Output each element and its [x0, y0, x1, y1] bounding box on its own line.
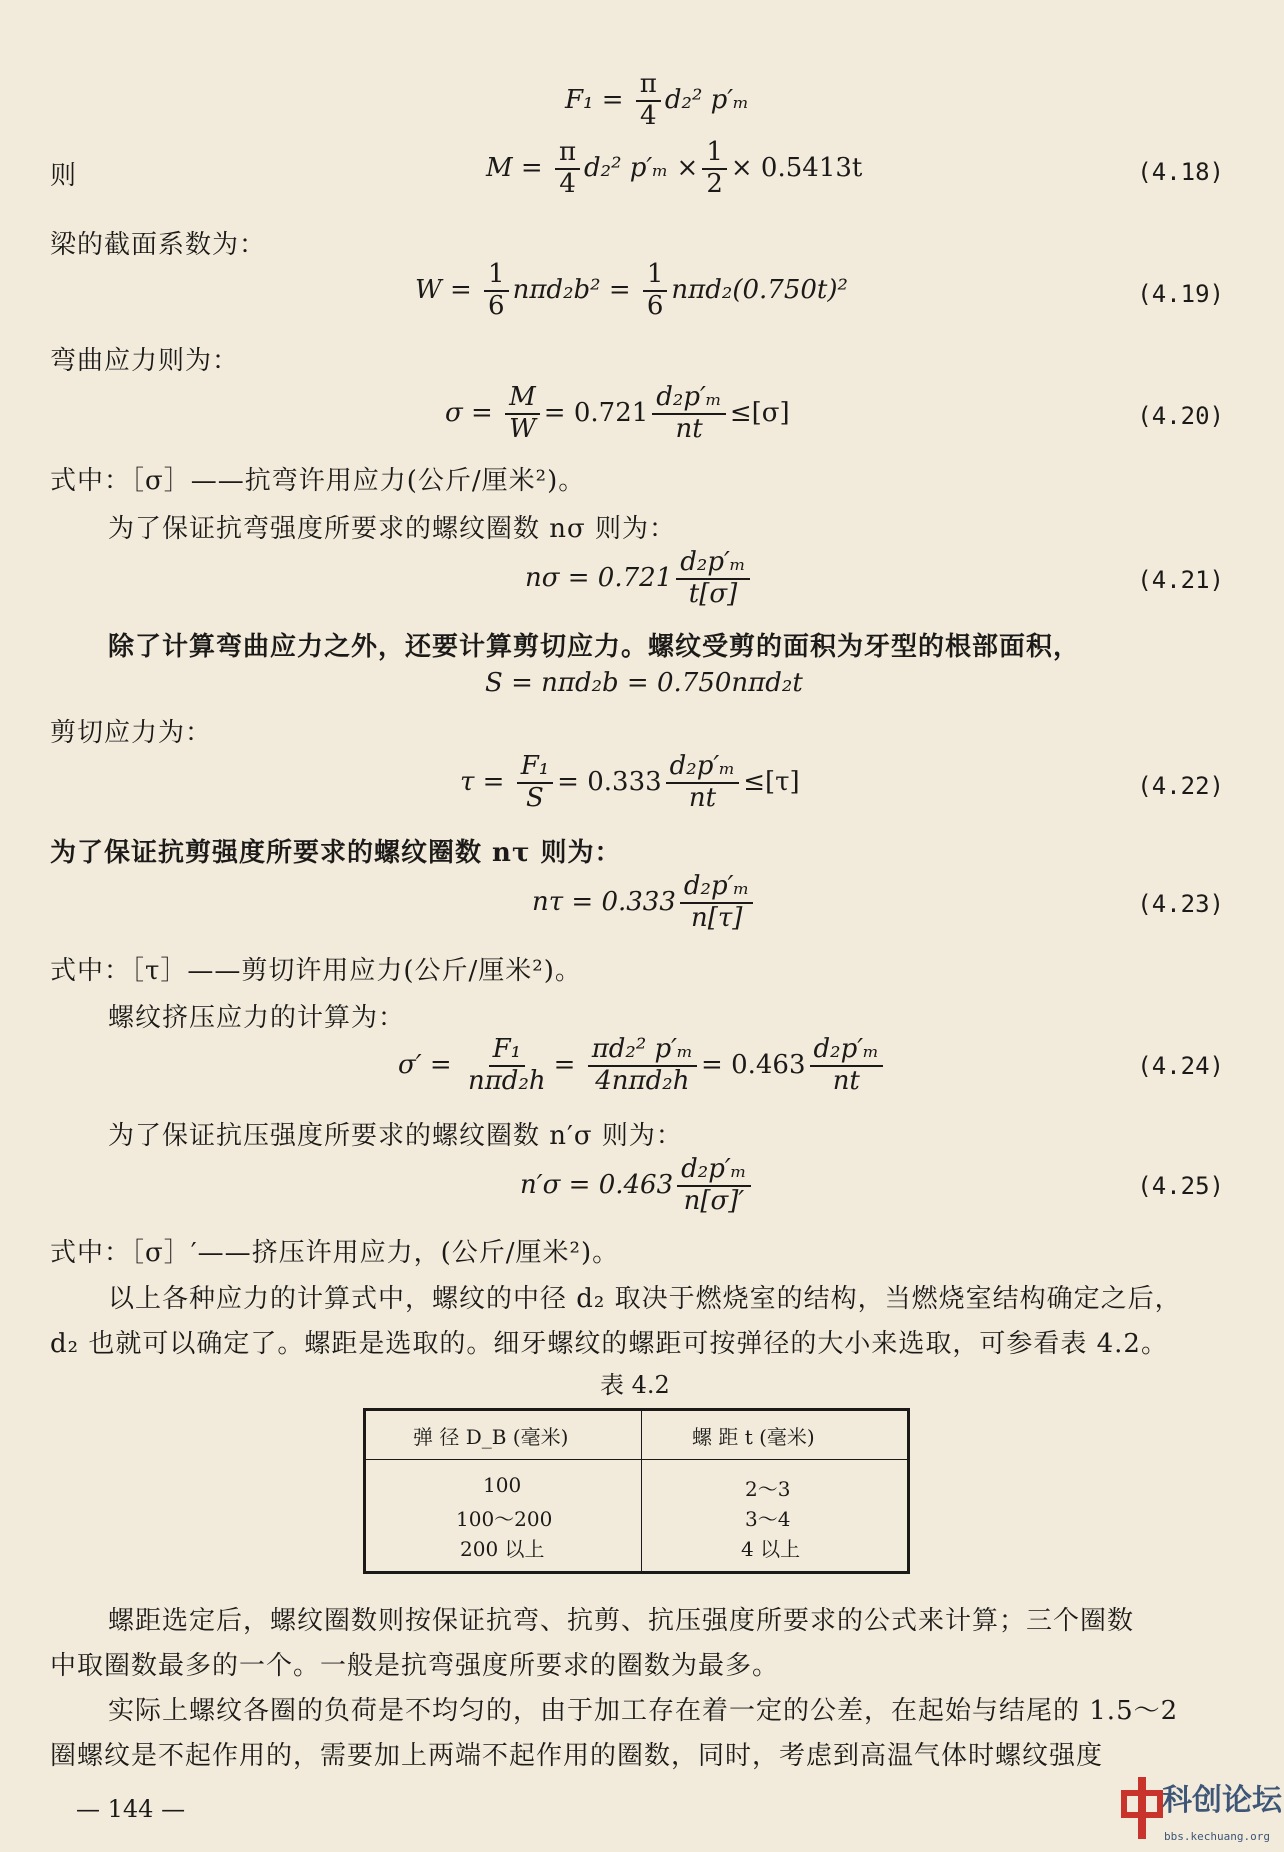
watermark-title: 科创论坛	[1162, 1783, 1282, 1818]
equation-4-20: σ = $\frac{M}{W}$ = 0.721 $\frac{\text{d₂p′ₘ}}{nt}$ ≤[σ]	[445, 382, 790, 444]
equation-4-21: nσ = 0.721 $\frac{\text{d₂p′ₘ}}{t[\sigma]}$	[525, 548, 754, 610]
shear-stress-text: 剪切应力为：	[50, 718, 213, 748]
equation-number-4-18: (4.18)	[1137, 158, 1224, 186]
ensure-bending-text: 为了保证抗弯强度所要求的螺纹圈数 nσ 则为：	[108, 514, 677, 544]
table-cell: 3～4	[745, 1507, 791, 1531]
equation-4-18: M = $\frac{\pi}{4}$ d₂² p′ₘ × $\frac{1}{2}$ × 0.5413t	[486, 137, 863, 199]
page-number: — 144 —	[76, 1795, 186, 1823]
equation-4-25: n′σ = 0.463 $\frac{\text{d₂p′ₘ}}{n[\sigma]'}$	[520, 1155, 755, 1217]
equation-number-4-22: (4.22)	[1137, 772, 1224, 800]
bending-stress-text: 弯曲应力则为：	[50, 346, 240, 376]
watermark-url: bbs.kechuang.org	[1164, 1830, 1270, 1843]
equation-number-4-23: (4.23)	[1137, 890, 1224, 918]
equation-number-4-24: (4.24)	[1137, 1052, 1224, 1080]
then-label: 则	[50, 161, 78, 191]
where-bearing-text: 式中：［σ］′——挤压许用应力，(公斤/厘米²)。	[50, 1238, 620, 1268]
watermark-logo-icon	[1120, 1775, 1164, 1841]
equation-number-4-21: (4.21)	[1137, 566, 1224, 594]
para1-line1: 以上各种应力的计算式中，螺纹的中径 d₂ 取决于燃烧室的结构，当燃烧室结构确定之后，	[108, 1284, 1182, 1314]
table-header-pitch: 螺 距 t (毫米)	[692, 1425, 815, 1449]
equation-number-4-20: (4.20)	[1137, 402, 1224, 430]
para2-line1: 螺距选定后，螺纹圈数则按保证抗弯、抗剪、抗压强度所要求的公式来计算；三个圈数	[108, 1606, 1135, 1636]
equation-4-19: W = $\frac{1}{6}$ nπd₂b² = $\frac{1}{6}$ nπd₂(0.750t)²	[415, 259, 848, 321]
equation-4-22: τ = $\frac{\text{F₁}}{S}$ = 0.333 $\frac{\text{d₂p′ₘ}}{nt}$ ≤[τ]	[460, 751, 800, 813]
bearing-calc-text: 螺纹挤压应力的计算为：	[108, 1003, 406, 1033]
equation-f1: F₁ = $\frac{\pi}{4}$ d₂² p′ₘ	[565, 69, 750, 131]
table-header-diameter: 弹 径 D_B (毫米)	[413, 1425, 569, 1449]
ensure-shear-text: 为了保证抗剪强度所要求的螺纹圈数 nτ 则为：	[50, 838, 622, 868]
para1-line2: d₂ 也就可以确定了。螺距是选取的。细牙螺纹的螺距可按弹径的大小来选取，可参看表 4.2。	[50, 1329, 1168, 1359]
equation-4-24: σ′ = $\frac{\text{F₁}}{\text{nπd₂h}}$ = $\frac{\text{πd₂² p′ₘ}}{\text{4nπd₂h}}$ = 0.463 $\frac{\text{d₂p′ₘ}}{nt}$	[398, 1035, 887, 1097]
table-cell: 4 以上	[741, 1537, 801, 1561]
beam-section-text: 梁的截面系数为：	[50, 230, 267, 260]
table-cell: 200 以上	[460, 1537, 545, 1561]
table-cell: 100	[483, 1473, 522, 1497]
table-cell: 100～200	[456, 1507, 553, 1531]
where-bending-text: 式中：［σ］——抗弯许用应力(公斤/厘米²)。	[50, 466, 586, 496]
para3-line1: 实际上螺纹各圈的负荷是不均匀的，由于加工存在着一定的公差，在起始与结尾的 1.5～2	[108, 1696, 1179, 1726]
where-shear-text: 式中：［τ］——剪切许用应力(公斤/厘米²)。	[50, 956, 582, 986]
equation-number-4-19: (4.19)	[1137, 280, 1224, 308]
equation-number-4-25: (4.25)	[1137, 1172, 1224, 1200]
forum-watermark	[1120, 1775, 1284, 1852]
ensure-bearing-text: 为了保证抗压强度所要求的螺纹圈数 n′σ 则为：	[108, 1121, 683, 1151]
pitch-table	[363, 1408, 910, 1574]
table-cell: 2～3	[745, 1477, 791, 1501]
para3-line2: 圈螺纹是不起作用的，需要加上两端不起作用的圈数，同时，考虑到高温气体时螺纹强度	[50, 1741, 1104, 1771]
shear-intro-text: 除了计算弯曲应力之外，还要计算剪切应力。螺纹受剪的面积为牙型的根部面积，	[108, 632, 1081, 662]
table-caption: 表 4.2	[600, 1371, 670, 1399]
equation-4-23: nτ = 0.333 $\frac{\text{d₂p′ₘ}}{n[\tau]}$	[532, 872, 757, 934]
shear-area-equation: S = nπd₂b = 0.750nπd₂t	[485, 668, 803, 698]
para2-line2: 中取圈数最多的一个。一般是抗弯强度所要求的圈数为最多。	[50, 1651, 780, 1681]
